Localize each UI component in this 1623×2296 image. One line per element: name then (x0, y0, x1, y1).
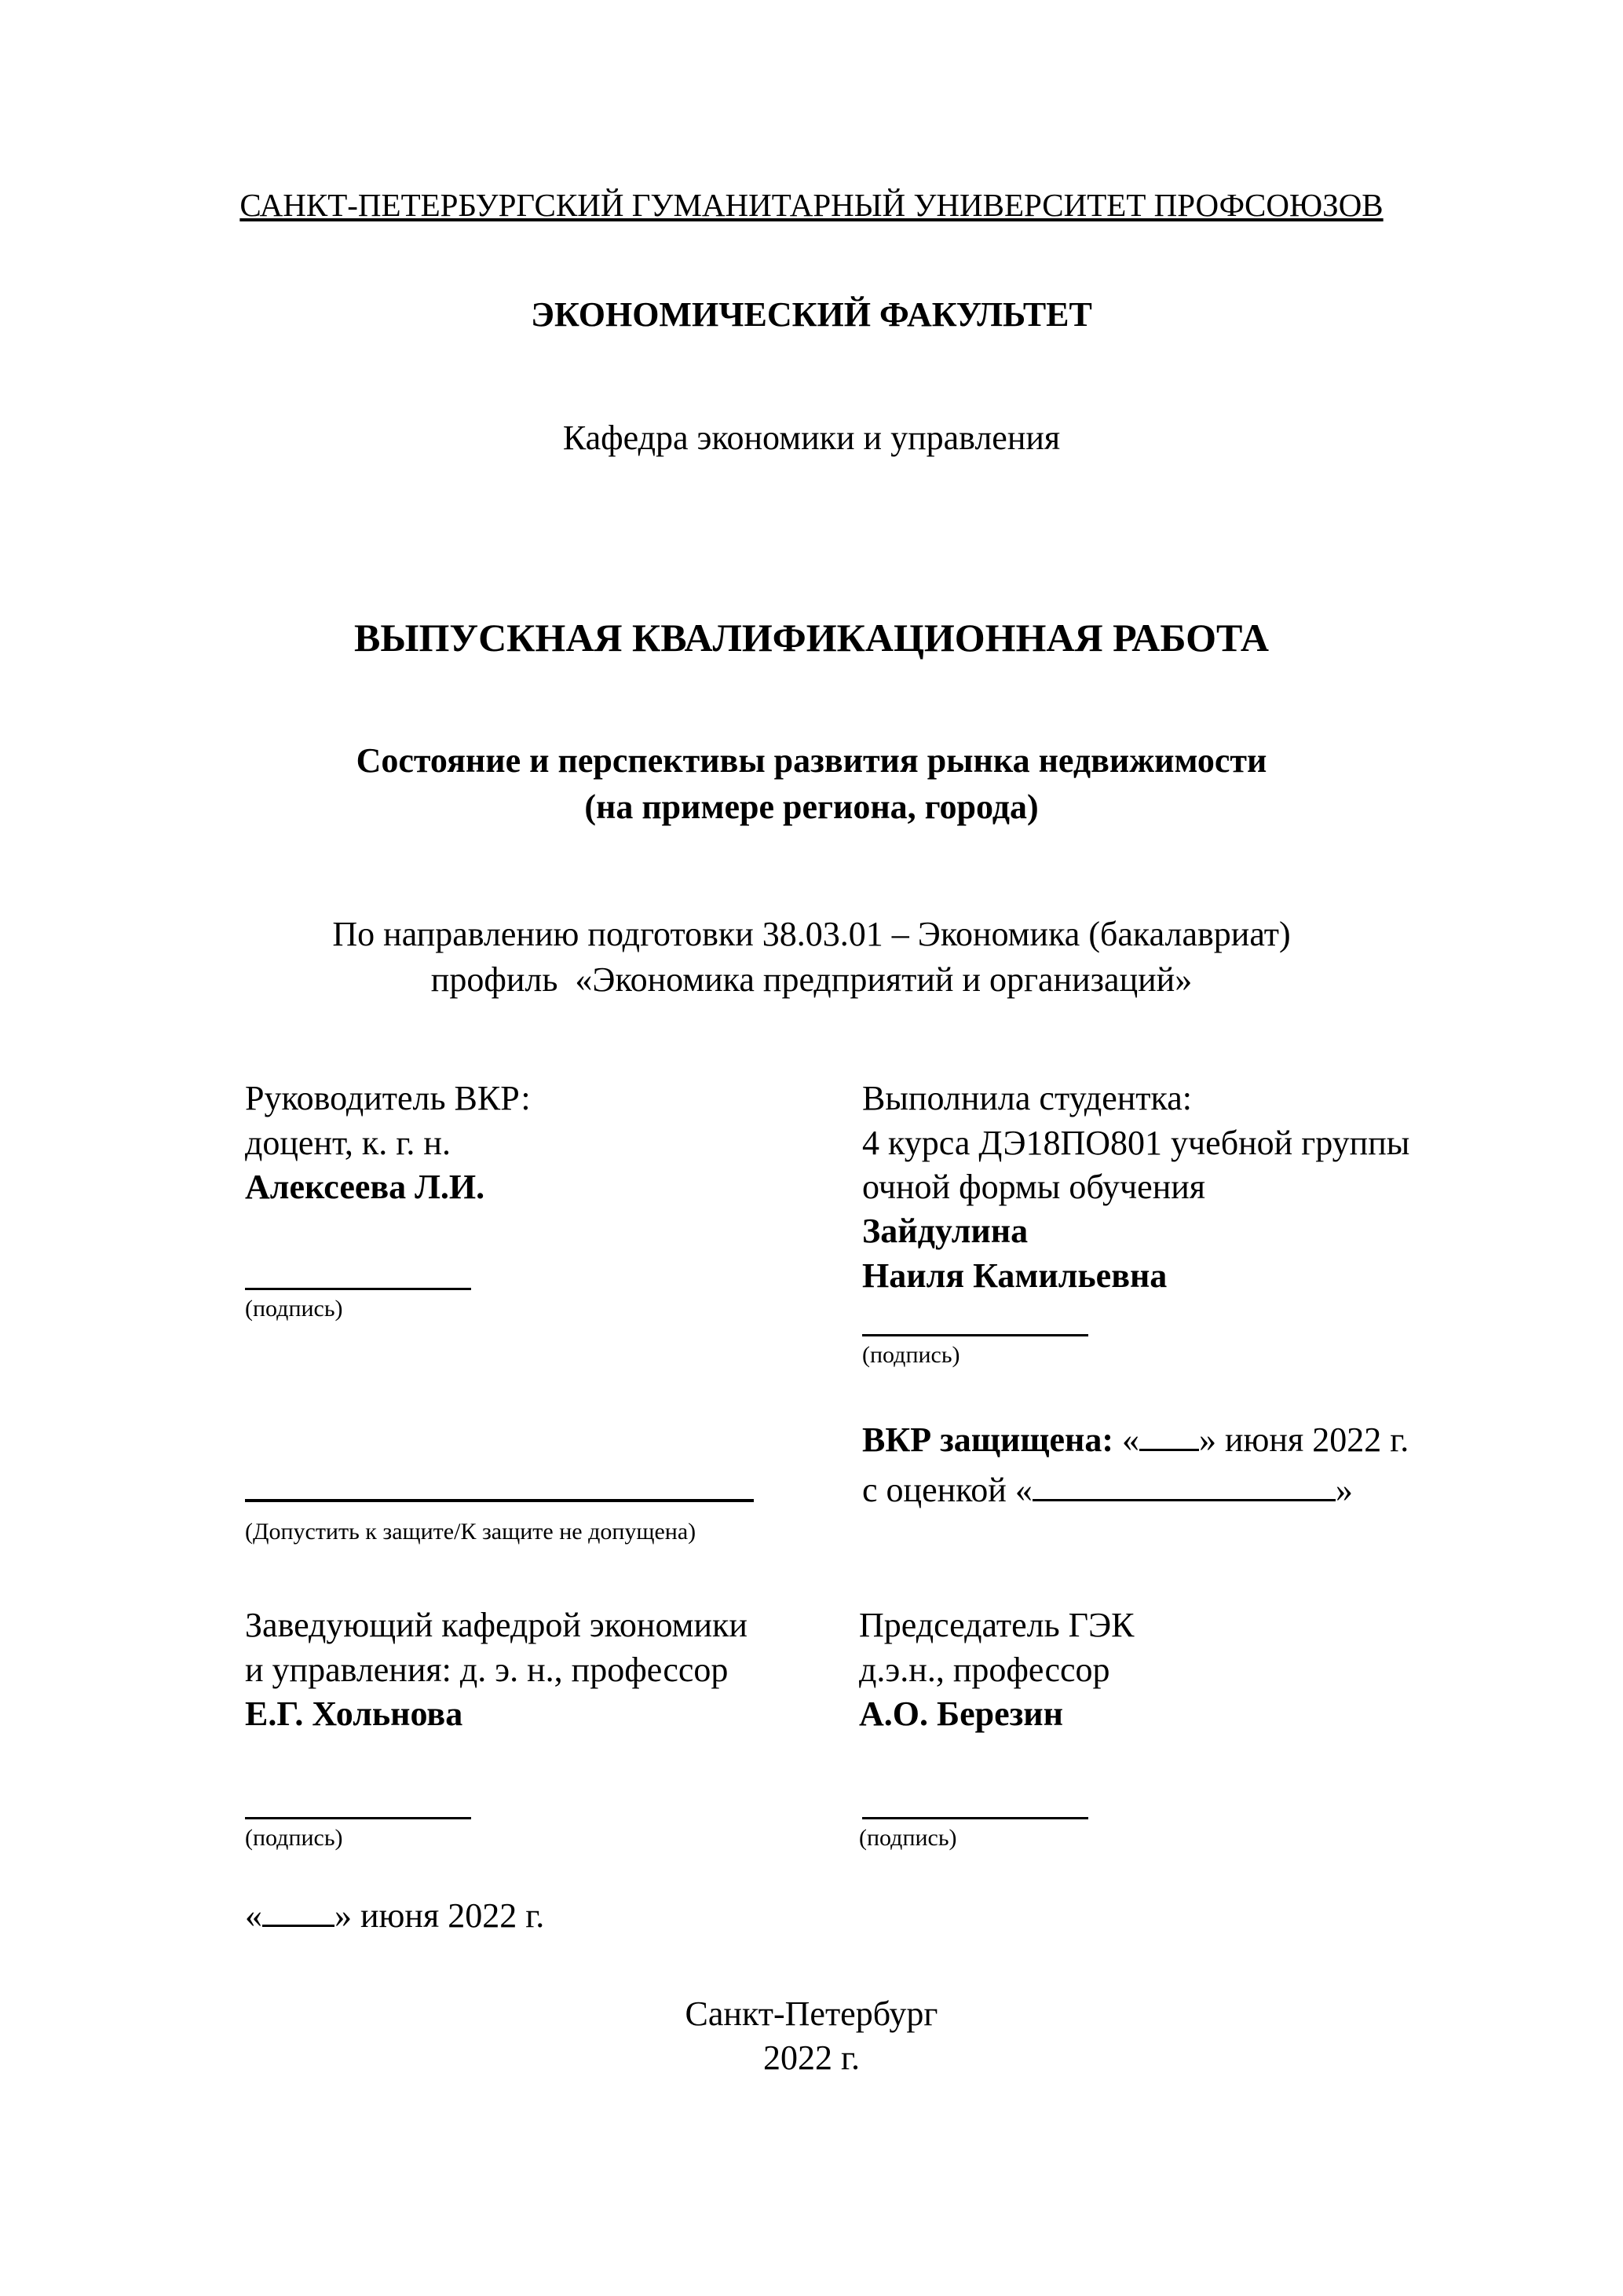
topic-line-1: Состояние и перспективы развития рынка недвижимости (356, 741, 1267, 780)
approval-day-blank (262, 1925, 334, 1927)
defense-grade-open: с оценкой « (862, 1471, 1033, 1509)
defense-label: ВКР защищена: (862, 1420, 1113, 1459)
defense-grade-close: » (1335, 1471, 1353, 1509)
university-name: САНКТ-ПЕТЕРБУРГСКИЙ ГУМАНИТАРНЫЙ УНИВЕРСИТЕТ ПРОФСОЮЗОВ (239, 187, 1384, 223)
commission-chair-line-1: Председатель ГЭК (859, 1606, 1135, 1644)
footer-year: 2022 г. (762, 2038, 861, 2077)
supervisor-signature-caption: (подпись) (245, 1296, 343, 1322)
head-of-department-line-1: Заведующий кафедрой экономики (245, 1606, 748, 1644)
student-study-form: очной формы обучения (862, 1168, 1206, 1206)
topic-line-2: (на примере региона, города) (584, 788, 1039, 826)
commission-chair-signature-line (862, 1817, 1088, 1819)
direction-line-1: По направлению подготовки 38.03.01 – Экономика (бакалавриат) (332, 915, 1291, 953)
defense-date-close: » июня 2022 г. (1199, 1420, 1409, 1459)
supervisor-signature-line (245, 1288, 471, 1290)
supervisor-name: Алексеева Л.И. (245, 1168, 485, 1206)
defense-date-open: « (1122, 1420, 1139, 1459)
student-signature-caption: (подпись) (862, 1342, 960, 1368)
admission-caption: (Допустить к защите/К защите не допущена) (245, 1519, 696, 1545)
student-signature-line (862, 1334, 1088, 1336)
supervisor-heading: Руководитель ВКР: (245, 1079, 531, 1117)
head-of-department-signature-line (245, 1817, 471, 1819)
student-surname: Зайдулина (862, 1212, 1029, 1250)
admission-decision-line (245, 1499, 754, 1502)
faculty-name: ЭКОНОМИЧЕСКИЙ ФАКУЛЬТЕТ (531, 295, 1092, 334)
defense-grade-blank (1033, 1499, 1336, 1501)
approval-date-close: » июня 2022 г. (334, 1896, 545, 1935)
head-of-department-name: Е.Г. Хольнова (245, 1695, 463, 1733)
student-heading: Выполнила студентка: (862, 1079, 1192, 1117)
commission-chair-signature-caption: (подпись) (859, 1825, 957, 1851)
commission-chair-name: А.О. Березин (859, 1695, 1064, 1733)
defense-date-line (862, 1418, 1409, 1462)
department-name: Кафедра экономики и управления (562, 419, 1061, 457)
defense-day-blank (1139, 1449, 1199, 1451)
head-of-department-signature-caption: (подпись) (245, 1825, 343, 1851)
work-type-title: ВЫПУСКНАЯ КВАЛИФИКАЦИОННАЯ РАБОТА (354, 616, 1269, 660)
direction-line-2: профиль «Экономика предприятий и организаций» (430, 960, 1193, 999)
defense-grade-line (862, 1468, 1353, 1512)
footer-city: Санкт-Петербург (685, 1994, 938, 2033)
student-given-names: Наиля Камильевна (862, 1256, 1168, 1295)
approval-date-line (245, 1894, 544, 1938)
approval-date-open: « (245, 1896, 262, 1935)
head-of-department-line-2: и управления: д. э. н., профессор (245, 1651, 729, 1689)
commission-chair-line-2: д.э.н., профессор (859, 1651, 1110, 1689)
supervisor-position: доцент, к. г. н. (245, 1124, 451, 1162)
student-group: 4 курса ДЭ18ПО801 учебной группы (862, 1124, 1410, 1162)
